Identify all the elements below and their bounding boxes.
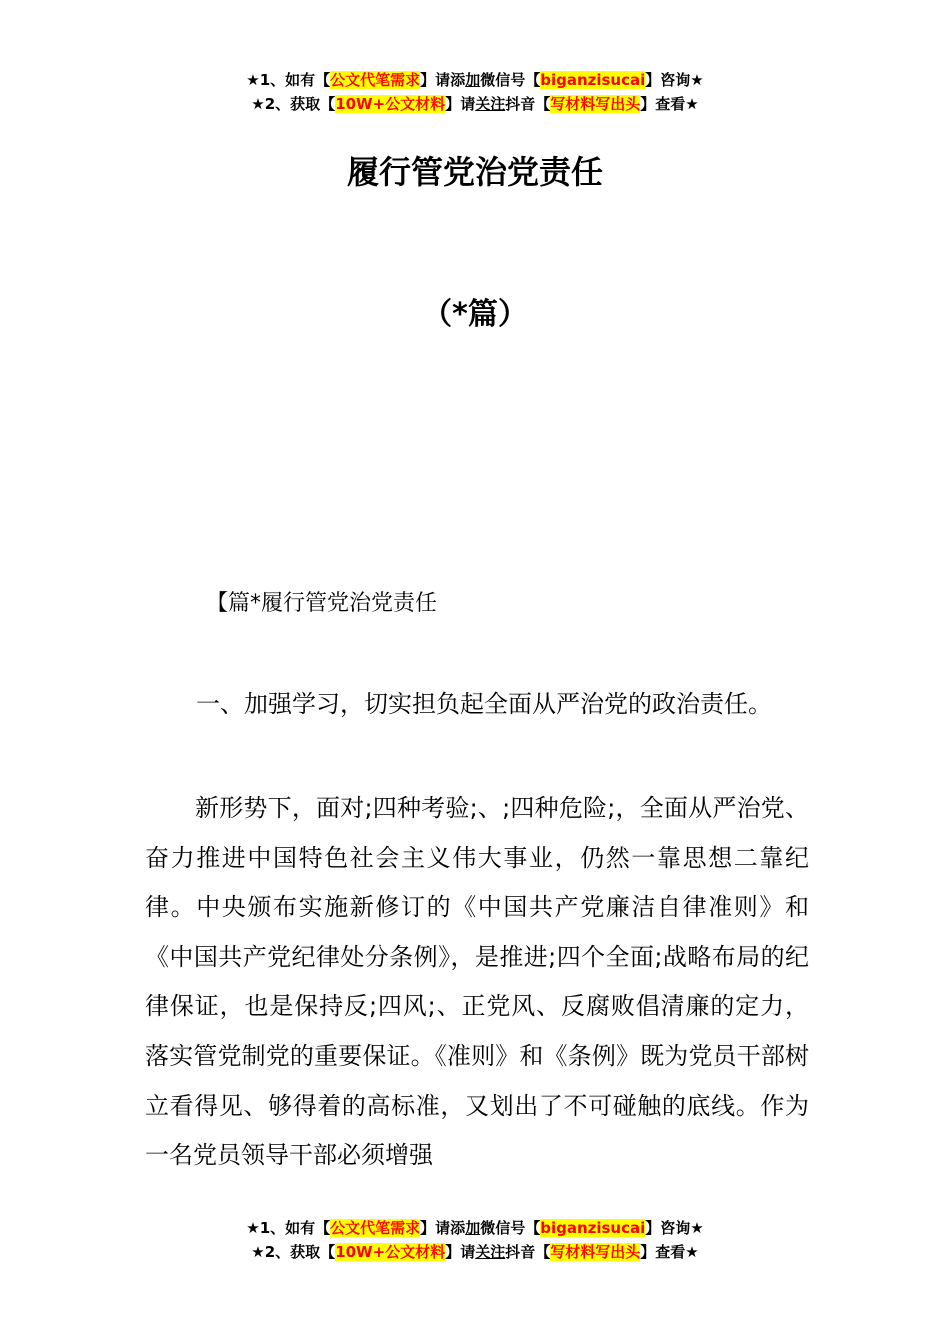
banner-text: ★1、如有【 (246, 1219, 331, 1237)
banner-wechat-id: biganzisucai (540, 1219, 646, 1237)
banner-text: 】请 (445, 1243, 476, 1261)
header-banner (0, 68, 950, 116)
banner-text: 】请添 (420, 71, 466, 89)
document-title: 履行管党治党责任 (346, 153, 603, 191)
document-subtitle: （*篇） (422, 297, 528, 332)
header-banner-line-2 (0, 92, 950, 116)
banner-text: ★2、获取【 (251, 1243, 336, 1261)
banner-text: 】咨询★ (645, 71, 704, 89)
header-banner-line-1 (0, 68, 950, 92)
banner-text: ★2、获取【 (251, 95, 336, 113)
section-heading: 一、加强学习，切实担负起全面从严治党的政治责任。 (196, 690, 772, 718)
footer-banner-line-1 (0, 1216, 950, 1240)
banner-text: 】咨询★ (645, 1219, 704, 1237)
banner-underlined-text: 关注 (475, 95, 506, 113)
banner-text: 】查看★ (640, 1243, 699, 1261)
banner-text: 抖音【 (505, 95, 551, 113)
banner-text: 抖音【 (505, 1243, 551, 1261)
banner-text: 】查看★ (640, 95, 699, 113)
footer-banner-line-2 (0, 1240, 950, 1264)
banner-underlined-text: 加 (465, 1219, 481, 1237)
banner-douyin-id: 写材料写出头 (550, 95, 641, 113)
banner-highlight: 公文代笔需求 (330, 1219, 421, 1237)
banner-douyin-id: 写材料写出头 (550, 1243, 641, 1261)
banner-wechat-id: biganzisucai (540, 71, 646, 89)
banner-text: 】请 (445, 95, 476, 113)
banner-text: 】请添 (420, 1219, 466, 1237)
banner-underlined-text: 加 (465, 71, 481, 89)
banner-highlight: 公文代笔需求 (330, 71, 421, 89)
footer-banner (0, 1216, 950, 1264)
banner-text: 微信号【 (480, 71, 541, 89)
banner-underlined-text: 关注 (475, 1243, 506, 1261)
banner-highlight: 10W+公文材料 (335, 1243, 446, 1261)
body-paragraph: 新形势下，面对;四种考验;、;四种危险;，全面从严治党、奋力推进中国特色社会主义伟大事业，仍然一靠思想二靠纪律。中央颁布实施新修订的《中国共产党廉洁自律准则》和《中国共产党纪律处分条例》，是推进;四个全面;战略布局的纪律保证，也是保持反;四风;、正党风、反腐败倡清廉的定力，落实管党制党的重要保证。《准则》和《条例》既为党员干部树立看得见、够得着的高标准，又划出了不可碰触的底线。作为一名党员领导干部必须增强 (145, 794, 809, 1170)
banner-text: 微信号【 (480, 1219, 541, 1237)
section-label: 【篇*履行管党治党责任 (206, 591, 438, 616)
banner-highlight: 10W+公文材料 (335, 95, 446, 113)
banner-text: ★1、如有【 (246, 71, 331, 89)
